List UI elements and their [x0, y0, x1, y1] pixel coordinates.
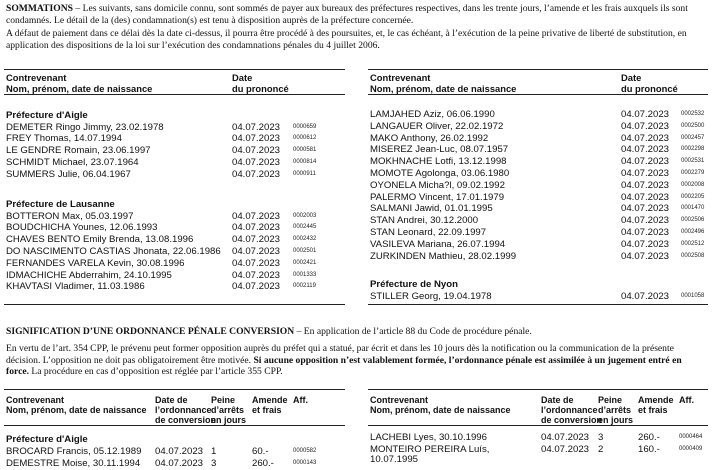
contrevenant-name: SCHMIDT Michael, 23.07.1964 [6, 156, 139, 168]
case-id: 0002421 [293, 259, 317, 266]
header-nom: Nom, prénom, date de naissance [6, 82, 153, 94]
t2-contrevenant: Contrevenant [6, 395, 65, 405]
t2-peine1: Peine [211, 395, 236, 405]
sommations-paragraph [6, 3, 706, 26]
prononce-date: 04.07.2023 [621, 144, 670, 156]
prononce-date: 04.07.2023 [621, 250, 670, 262]
table-row [4, 122, 345, 134]
contrevenant-name: LE GENDRE Romain, 23.06.1997 [6, 145, 151, 157]
table-rule [4, 304, 345, 305]
table-row [4, 234, 345, 246]
case-id: 0000911 [293, 170, 316, 177]
amende-frais: 60.- [252, 446, 269, 457]
t2-amende2: et frais [638, 405, 668, 415]
prononce-date: 04.07.2023 [232, 210, 281, 222]
ordonnance-date: 04.07.2023 [155, 446, 204, 457]
prononce-date: 04.07.2023 [232, 257, 281, 269]
table-row [368, 144, 708, 156]
contrevenant-name: DEMETER Ringo Jimmy, 23.02.1978 [6, 121, 164, 133]
table-row [368, 291, 708, 303]
table2-left-column [4, 392, 345, 470]
contrevenant-name: CHAVES BENTO Emily Brenda, 13.08.1996 [6, 234, 194, 246]
contrevenant-name: MONTEIRO PEREIRA Luís, [370, 443, 490, 455]
amende-frais: 160.- [638, 443, 660, 455]
case-id: 0002496 [681, 229, 705, 235]
table-row [4, 157, 345, 169]
table-rule [368, 69, 708, 70]
table-row [368, 203, 708, 215]
contrevenant-name: BROCARD Francis, 05.12.1989 [6, 446, 142, 457]
prononce-date: 04.07.2023 [621, 120, 670, 132]
prononce-date: 04.07.2023 [621, 291, 670, 302]
case-id: 0001058 [681, 293, 705, 299]
t2-header-aff [679, 395, 694, 405]
table-rule [368, 304, 708, 305]
ordonnance-date: 04.07.2023 [541, 432, 590, 443]
table-row [4, 133, 345, 145]
ordonnance-date: 04.07.2023 [155, 457, 204, 469]
t2-peine2: d’arrêts [211, 405, 245, 415]
prononce-date: 04.07.2023 [232, 145, 281, 157]
contrevenant-name: DO NASCIMENTO CASTIAS Jhonata, 22.06.1986 [6, 245, 221, 257]
contrevenant-name: STILLER Georg, 19.04.1978 [370, 291, 492, 302]
table-row [368, 121, 708, 133]
section-title-aigle: Préfecture d'Aigle [6, 110, 88, 121]
prononce-date: 04.07.2023 [621, 168, 670, 179]
section-title-lausanne: Préfecture de Lausanne [6, 199, 115, 210]
t2-header-date [541, 395, 602, 425]
table-row [368, 432, 708, 444]
t2-date2: l’ordonnance [155, 405, 212, 415]
table-rule [368, 389, 708, 390]
contrevenant-name: MISEREZ Jean-Luc, 08.07.1957 [370, 144, 509, 156]
case-id: 0002008 [681, 181, 705, 188]
table2-right-column [368, 392, 708, 470]
case-id: 0002512 [681, 240, 705, 247]
section-title-nyon: Préfecture de Nyon [370, 279, 458, 290]
contrevenant-name: PALERMO Vincent, 17.01.1979 [370, 191, 505, 203]
sommations-heading: SOMMATIONS [6, 3, 73, 14]
table-row [368, 239, 708, 251]
table-row [4, 458, 345, 470]
prononce-date: 04.07.2023 [621, 203, 670, 215]
prononce-date: 04.07.2023 [621, 156, 670, 168]
peine-jours: 3 [211, 457, 217, 469]
table-row [368, 109, 708, 121]
case-id: 0000612 [293, 135, 317, 142]
table-rule [368, 94, 708, 95]
ordonnance-date: 04.07.2023 [541, 443, 590, 455]
case-id: 0002508 [681, 252, 705, 259]
t2-date3: de conversion [541, 415, 603, 425]
prononce-date: 04.07.2023 [621, 132, 670, 144]
case-id: 0000464 [679, 434, 703, 440]
table-row [4, 145, 345, 157]
peine-jours: 3 [598, 432, 604, 443]
header-date: Date [621, 72, 642, 83]
prononce-date: 04.07.2023 [232, 222, 281, 234]
t2-nom: Nom, prénom, date de naissance [6, 405, 147, 415]
table-rule [4, 69, 345, 70]
contrevenant-name: MOKHNACHE Lotfi, 13.12.1998 [370, 156, 507, 168]
case-id: 0000582 [293, 448, 317, 454]
t2-header-name [6, 395, 147, 415]
table-row [368, 156, 708, 168]
table-rule [4, 389, 345, 390]
table-row [368, 180, 708, 192]
t2-header-peine [598, 395, 633, 425]
case-id: 0002003 [293, 212, 317, 219]
t2-aff: Aff. [293, 395, 308, 405]
contrevenant-name: IDMACHICHE Abderrahim, 24.10.1995 [6, 269, 172, 281]
header-nom: Nom, prénom, date de naissance [370, 82, 517, 94]
t2-amende1: Amende [252, 395, 288, 405]
table-row [368, 215, 708, 227]
t2-contrevenant: Contrevenant [370, 395, 429, 405]
signification-text-c: La procédure en cas d’opposition est réglée par l’article 355 CPP. [29, 366, 283, 377]
case-id: 0001333 [293, 271, 317, 278]
signification-text-bold: Si aucune opposition n’est valablement formée, l’ordonnance pénale est assimilée à un jugement entré en force. [6, 354, 682, 377]
prononce-date: 04.07.2023 [232, 269, 281, 281]
prononce-date: 04.07.2023 [621, 215, 670, 227]
t2-date3: de conversion [155, 415, 217, 425]
case-id: 0001470 [681, 205, 705, 212]
case-id: 0000409 [679, 445, 703, 452]
table-row [4, 222, 345, 234]
table-row [368, 168, 708, 180]
contrevenant-name: STAN Andrei, 30.12.2000 [370, 215, 479, 227]
table-row [368, 192, 708, 204]
prononce-date: 04.07.2023 [621, 227, 670, 238]
signification-paragraph [6, 343, 706, 378]
t2-aff: Aff. [679, 395, 694, 405]
peine-jours: 2 [598, 443, 604, 455]
contrevenant-name: LAMJAHED Aziz, 06.06.1990 [370, 109, 495, 120]
signification-heading: SIGNIFICATION D’UNE ORDONNANCE PÉNALE CONVERSION [6, 326, 295, 337]
table-row [4, 211, 345, 223]
prononce-date: 04.07.2023 [232, 121, 281, 133]
t2-date1: Date de [155, 395, 188, 405]
contrevenant-name: BOUDCHICHA Younes, 12.06.1993 [6, 222, 158, 234]
contrevenant-name: BOTTERON Max, 05.03.1997 [6, 210, 134, 222]
header-contrevenant: Contrevenant [6, 72, 67, 83]
sommations-paragraph-2: A défaut de paiement dans ce délai dès la date ci-dessus, il pourra être procédé à des poursuites, et, le cas échéant, à l’exécution de la peine privative de liberté de substitution, en application des dispositions de la loi sur l’exécution des condamnations pénales du 4 juillet 2006. [6, 28, 687, 51]
case-id: 0002205 [681, 193, 705, 200]
case-id: 0002432 [293, 236, 317, 243]
contrevenant-name: OYONELA Micha?l, 09.02.1992 [370, 179, 505, 191]
table-row [4, 270, 345, 282]
header-date: Date [232, 72, 253, 83]
t2-header-peine [211, 395, 246, 425]
t2-date1: Date de [541, 395, 574, 405]
peine-jours: 1 [211, 446, 217, 457]
t2-amende2: et frais [252, 405, 282, 415]
contrevenant-name: SALMANI Jawid, 01.01.1995 [370, 203, 493, 215]
t2-peine2: d’arrêts [598, 405, 632, 415]
case-id: 0002500 [681, 122, 705, 129]
prononce-date: 04.07.2023 [232, 245, 281, 257]
prononce-date: 04.07.2023 [232, 156, 281, 168]
contrevenant-name: LACHEBI Lyes, 30.10.1996 [370, 432, 487, 443]
signification-text-a: En vertu de l’art. 354 CPP, le prévenu peut former opposition auprès du préfet qui a statué, par écrit et dans les 10 jours dès la notification ou la communication de la présente décision. L’opposition ne doit pas obligatoirement être motivée. [6, 343, 674, 366]
table-row [4, 258, 345, 270]
case-id: 0002298 [681, 146, 705, 153]
section-title-aigle-2: Préfecture d'Aigle [6, 434, 88, 445]
contrevenant-name: FERNANDES VARELA Kevin, 30.08.1996 [6, 257, 185, 269]
contrevenant-name: STAN Leonard, 22.09.1997 [370, 227, 487, 238]
contrevenant-name: FREY Thomas, 14.07.1994 [6, 133, 122, 145]
amende-frais: 260.- [638, 432, 660, 443]
prononce-date: 04.07.2023 [232, 133, 281, 145]
table-row [4, 281, 345, 293]
prononce-date: 04.07.2023 [232, 281, 281, 293]
prononce-date: 04.07.2023 [232, 168, 281, 180]
header-contrevenant: Contrevenant [370, 72, 431, 83]
sommations-text: – Les suivants, sans domicile connu, sont sommés de payer aux bureaux des préfectures respectives, dans les trente jours, l’amende et les frais auxquels ils sont condamnés. Le détail de la (des) condamnation(s) est tenu à disposition auprès de la préfecture concernée. [6, 3, 688, 26]
t2-date2: l’ordonnance [541, 405, 598, 415]
case-id: 0000581 [293, 147, 317, 154]
t2-header-name [370, 395, 511, 415]
contrevenant-name: VASILEVA Mariana, 26.07.1994 [370, 238, 506, 250]
contrevenant-name: MOMOTE Agolonga, 03.06.1980 [370, 168, 510, 179]
contrevenant-name: MAKO Anthony, 26.02.1992 [370, 132, 489, 144]
case-id: 0002457 [681, 134, 705, 141]
case-id: 0002531 [681, 158, 705, 165]
case-id: 0000814 [293, 158, 317, 165]
contrevenant-name: KHAVTASI Vladimer, 11.03.1986 [6, 281, 145, 293]
contrevenant-name: DEMESTRE Moise, 30.11.1994 [6, 457, 141, 469]
contrevenant-name: ZURKINDEN Mathieu, 28.02.1999 [370, 250, 517, 262]
t2-header-date [155, 395, 216, 425]
case-id: 0002506 [681, 217, 705, 224]
table-row [368, 133, 708, 145]
prononce-date: 04.07.2023 [621, 109, 670, 120]
amende-frais: 260.- [252, 457, 274, 469]
t2-header-aff [293, 395, 308, 405]
table-row [368, 443, 708, 465]
case-id: 0002279 [681, 170, 705, 176]
signification-heading-line [6, 326, 706, 338]
t2-peine1: Peine [598, 395, 623, 405]
case-id: 0002532 [681, 111, 705, 117]
case-id: 0000659 [293, 123, 317, 130]
t2-nom: Nom, prénom, date de naissance [370, 405, 511, 415]
contrevenant-name: LANGAUER Oliver, 22.02.1972 [370, 120, 504, 132]
prononce-date: 04.07.2023 [621, 191, 670, 203]
table-row [4, 446, 345, 458]
table-row [4, 246, 345, 258]
t2-peine3: en jours [598, 415, 634, 425]
prononce-date: 04.07.2023 [621, 179, 670, 191]
signification-intro: – En application de l’article 88 du Code de procédure pénale. [294, 326, 532, 337]
contrevenant-name: SUMMERS Julie, 06.04.1967 [6, 168, 131, 180]
t2-amende1: Amende [638, 395, 674, 405]
header-prononce: du prononcé [232, 82, 289, 94]
prononce-date: 04.07.2023 [232, 234, 281, 246]
table-row [368, 251, 708, 263]
t2-peine3: en jours [211, 415, 247, 425]
header-prononce: du prononcé [621, 82, 678, 94]
t2-header-amende [638, 395, 674, 415]
t2-header-amende [252, 395, 288, 415]
case-id: 0000143 [293, 459, 317, 466]
prononce-date: 04.07.2023 [621, 238, 670, 250]
case-id: 0002445 [293, 224, 317, 231]
table-row [368, 227, 708, 239]
table-row [4, 169, 345, 181]
case-id: 0002501 [293, 247, 317, 254]
case-id: 0002119 [293, 283, 316, 290]
contrevenant-birthdate: 10.07.1995 [370, 453, 419, 465]
table-rule [4, 94, 345, 95]
